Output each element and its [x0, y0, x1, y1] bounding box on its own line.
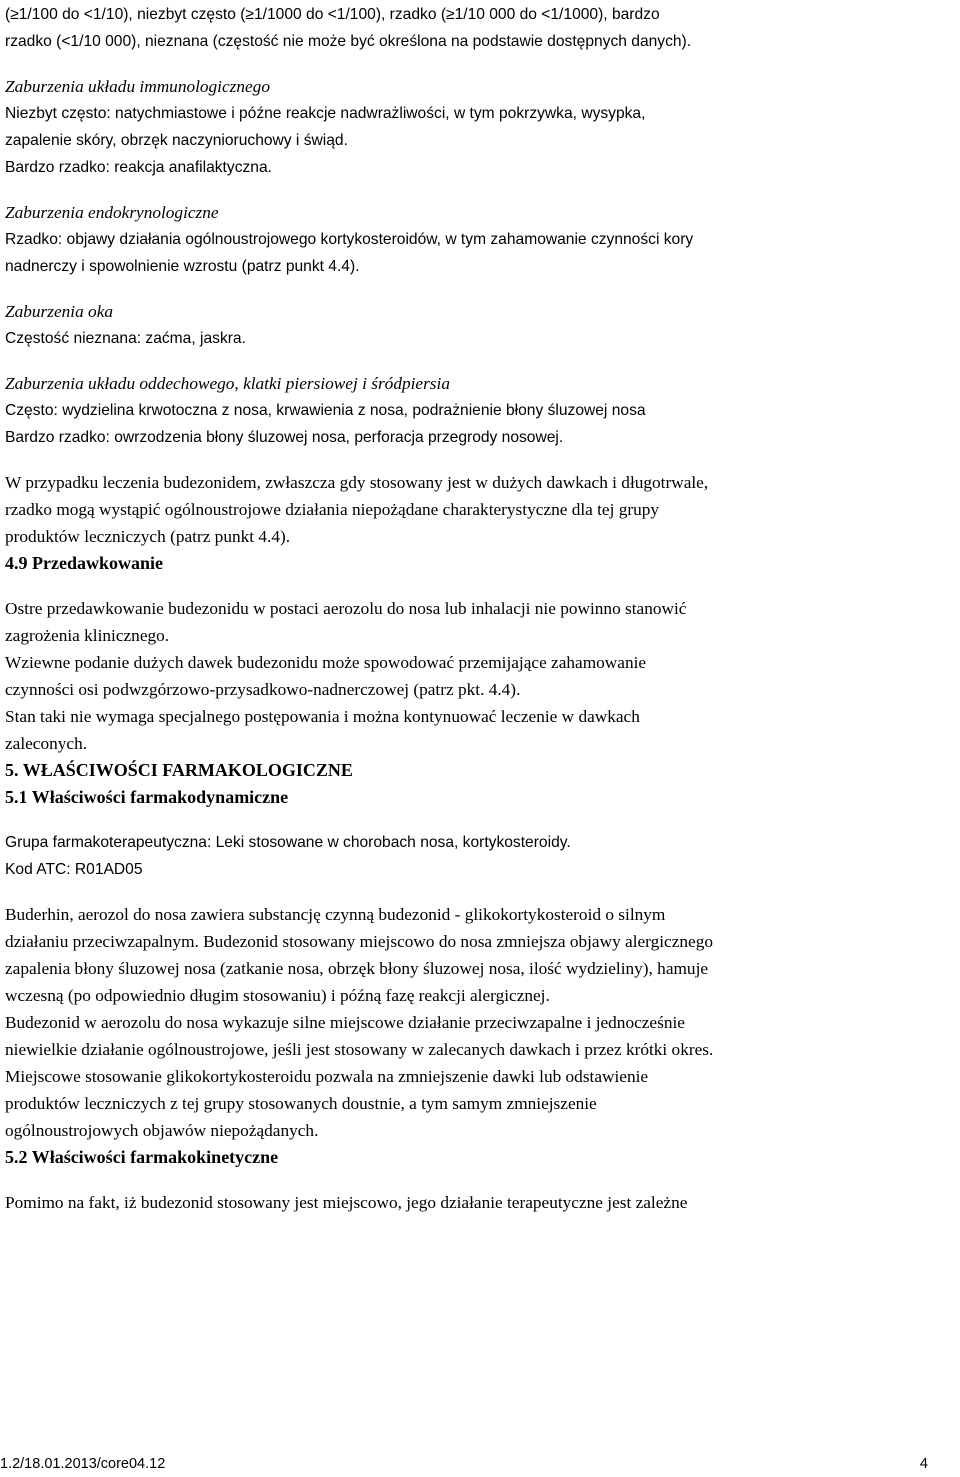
text-line: zapalenie skóry, obrzęk naczynioruchowy i świąd. — [5, 132, 348, 149]
section-number: 5. — [5, 760, 19, 780]
text-line: zagrożenia klinicznego. — [5, 626, 170, 645]
section-title: WŁAŚCIWOŚCI FARMAKOLOGICZNE — [22, 760, 353, 780]
text-line: produktów leczniczych (patrz punkt 4.4). — [5, 527, 291, 546]
text-line: Pomimo na fakt, iż budezonid stosowany jest miejscowo, jego działanie terapeutyczne jest zależne — [5, 1193, 688, 1212]
pharmacotherapeutic-group — [5, 829, 957, 883]
section-number: 5.1 — [5, 787, 28, 807]
frequency-definitions — [5, 1, 957, 55]
document-page — [5, 1, 957, 1216]
section-heading-5-1 — [5, 784, 957, 811]
text-line: działaniu przeciwzapalnym. Budezonid stosowany miejscowo do nosa zmniejsza objawy alergicznego — [5, 932, 713, 951]
text-line: Częstość nieznana: zaćma, jaskra. — [5, 330, 246, 347]
text-line: zaleconych. — [5, 734, 88, 753]
text-line: ogólnoustrojowych objawów niepożądanych. — [5, 1121, 319, 1140]
text-line: rzadko mogą wystąpić ogólnoustrojowe działania niepożądane charakterystyczne dla tej grupy — [5, 500, 660, 519]
section-number: 4.9 — [5, 553, 28, 573]
atc-code: Kod ATC: R01AD05 — [5, 861, 143, 878]
text-line: nadnerczy i spowolnienie wzrostu (patrz punkt 4.4). — [5, 258, 360, 275]
document-id: 1.2/18.01.2013/core04.12 — [0, 1456, 166, 1472]
section-subtitle: Zaburzenia oka — [5, 302, 114, 321]
text-line: Rzadko: objawy działania ogólnoustrojowego kortykosteroidów, w tym zahamowanie czynności kory — [5, 231, 694, 248]
section-subtitle: Zaburzenia układu immunologicznego — [5, 77, 270, 96]
text-line: produktów leczniczych z tej grupy stosowanych doustnie, a tym samym zmniejszenie — [5, 1094, 597, 1113]
text-line: Niezbyt często: natychmiastowe i późne reakcje nadwrażliwości, w tym pokrzywka, wysypka, — [5, 105, 646, 122]
text-line: rzadko (<1/10 000), nieznana (częstość nie może być określona na podstawie dostępnych danych). — [5, 33, 692, 50]
text-line: (≥1/100 do <1/10), niezbyt często (≥1/1000 do <1/100), rzadko (≥1/10 000 do <1/1000), bardzo — [5, 6, 660, 23]
text-line: Bardzo rzadko: owrzodzenia błony śluzowej nosa, perforacja przegrody nosowej. — [5, 429, 564, 446]
text-line: Ostre przedawkowanie budezonidu w postaci aerozolu do nosa lub inhalacji nie powinno stanowić — [5, 599, 687, 618]
text-line: Wziewne podanie dużych dawek budezonidu może spowodować przemijające zahamowanie — [5, 653, 647, 672]
overdose-section — [5, 595, 957, 757]
text-line: czynności osi podwzgórzowo-przysadkowo-nadnerczowej (patrz pkt. 4.4). — [5, 680, 521, 699]
section-subtitle: Zaburzenia endokrynologiczne — [5, 203, 219, 222]
text-line: Budezonid w aerozolu do nosa wykazuje silne miejscowe działanie przeciwzapalne i jednocześnie — [5, 1013, 685, 1032]
page-number: 4 — [919, 1456, 928, 1472]
text-line: zapalenia błony śluzowej nosa (zatkanie nosa, obrzęk błony śluzowej nosa, ilość wydzieliny), hamuje — [5, 959, 709, 978]
section-title: Właściwości farmakodynamiczne — [31, 787, 289, 807]
section-number: 5.2 — [5, 1147, 28, 1167]
section-subtitle: Zaburzenia układu oddechowego, klatki piersiowej i śródpiersia — [5, 374, 450, 393]
section-title: Przedawkowanie — [32, 553, 163, 573]
text-line: Stan taki nie wymaga specjalnego postępowania i można kontynuować leczenie w dawkach — [5, 707, 640, 726]
text-line: Buderhin, aerozol do nosa zawiera substancję czynną budezonid - glikokortykosteroid o silnym — [5, 905, 666, 924]
text-line: Często: wydzielina krwotoczna z nosa, krwawienia z nosa, podrażnienie błony śluzowej nosa — [5, 402, 646, 419]
respiratory-disorders-section — [5, 370, 957, 451]
text-line: Miejscowe stosowanie glikokortykosteroidu pozwala na zmniejszenie dawki lub odstawienie — [5, 1067, 649, 1086]
section-heading-4-9 — [5, 550, 957, 577]
systemic-effects-note — [5, 469, 957, 550]
text-line: W przypadku leczenia budezonidem, zwłaszcza gdy stosowany jest w dużych dawkach i długotrwale, — [5, 473, 709, 492]
immune-disorders-section — [5, 73, 957, 181]
section-title: Właściwości farmakokinetyczne — [31, 1147, 279, 1167]
pharmacodynamics-text — [5, 901, 957, 1144]
section-heading-5 — [5, 757, 957, 784]
section-heading-5-2 — [5, 1144, 957, 1171]
text-line: Grupa farmakoterapeutyczna: Leki stosowane w chorobach nosa, kortykosteroidy. — [5, 834, 571, 851]
text-line: Bardzo rzadko: reakcja anafilaktyczna. — [5, 159, 272, 176]
text-line: wczesną (po odpowiednio długim stosowaniu) i późną fazę reakcji alergicznej. — [5, 986, 550, 1005]
endocrine-disorders-section — [5, 199, 957, 280]
text-line: niewielkie działanie ogólnoustrojowe, jeśli jest stosowany w zalecanych dawkach i przez krótki okres. — [5, 1040, 714, 1059]
eye-disorders-section — [5, 298, 957, 352]
pharmacokinetics-text — [5, 1189, 957, 1216]
